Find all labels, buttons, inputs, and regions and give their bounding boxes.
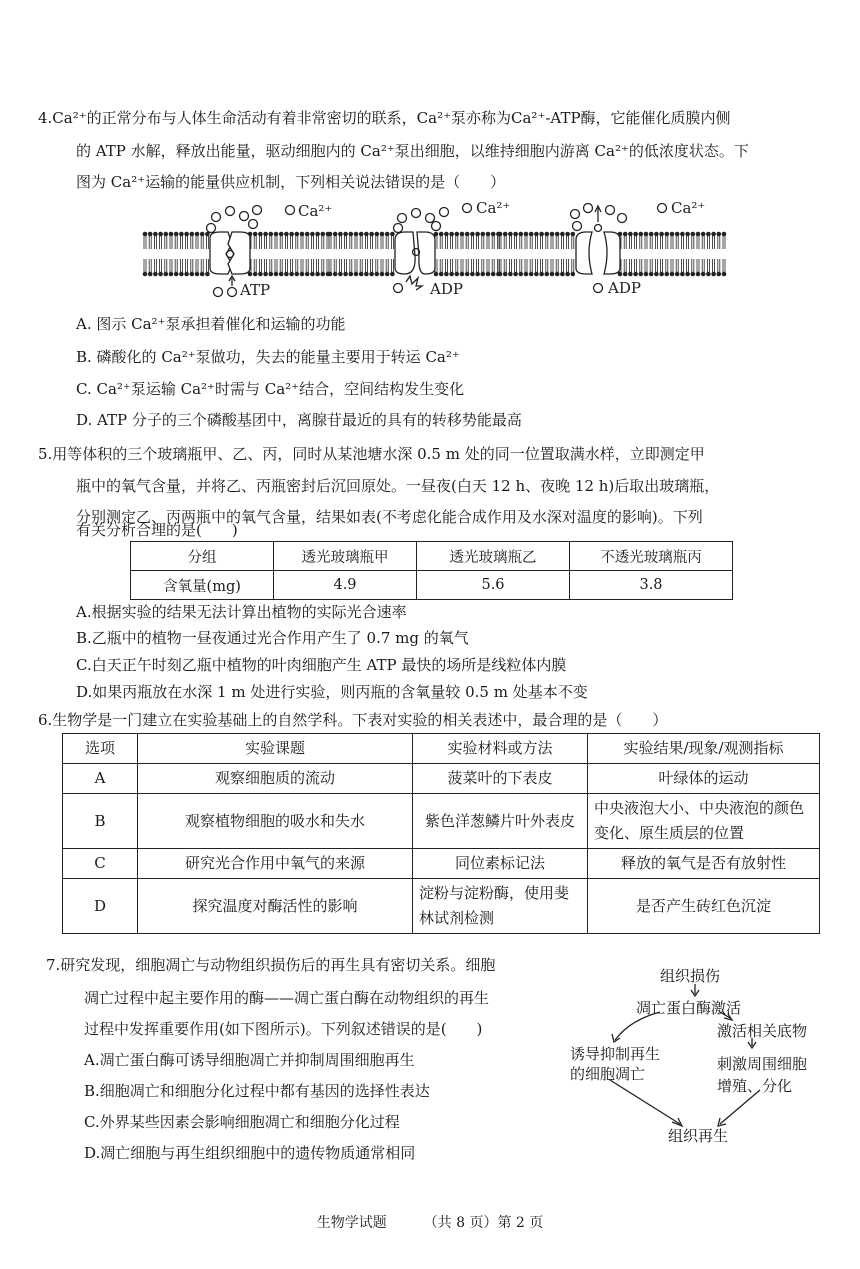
phospholipid bbox=[328, 232, 333, 277]
phospholipid bbox=[644, 232, 649, 277]
q5-stem-line4: 有关分析合理的是( ) bbox=[76, 521, 238, 539]
phospholipid bbox=[439, 232, 444, 277]
table-header: 选项 bbox=[63, 734, 138, 764]
phospholipid bbox=[279, 232, 284, 277]
q6-stem: 6.生物学是一门建立在实验基础上的自然学科。下表对实验的相关表述中，最合理的是（ ） bbox=[38, 711, 668, 729]
phospholipid bbox=[195, 232, 200, 277]
phospholipid bbox=[179, 232, 184, 277]
q7-stem-line3: 过程中发挥重要作用(如下图所示)。下列叙述错误的是( ) bbox=[84, 1020, 483, 1038]
flow-node-regeneration: 组织再生 bbox=[668, 1127, 729, 1145]
phospholipid bbox=[519, 232, 524, 277]
table-cell: 研究光合作用中氧气的来源 bbox=[138, 849, 413, 879]
table-row bbox=[63, 764, 820, 794]
phospholipid bbox=[701, 232, 706, 277]
q4-stem-line1: 4.Ca²⁺的正常分布与人体生命活动有着非常密切的联系，Ca²⁺泵亦称为Ca²⁺-ATP酶，它能催化质膜内侧 bbox=[38, 109, 731, 127]
phospholipid bbox=[481, 232, 486, 277]
phospholipid bbox=[475, 232, 480, 277]
table-row bbox=[63, 794, 820, 849]
phospholipid bbox=[539, 232, 544, 277]
phospholipid bbox=[164, 232, 169, 277]
phospholipid bbox=[253, 232, 258, 277]
q4-option-d: D. ATP 分子的三个磷酸基团中，离腺苷最近的具有的转移势能最高 bbox=[76, 411, 522, 429]
phospholipid bbox=[534, 232, 539, 277]
phospholipid bbox=[349, 232, 354, 277]
q5-option-c: C.白天正午时刻乙瓶中植物的叶肉细胞产生 ATP 最快的场所是线粒体内膜 bbox=[76, 656, 567, 674]
table-cell: 3.8 bbox=[570, 571, 733, 600]
phospholipid bbox=[205, 232, 210, 277]
table-cell: A bbox=[63, 764, 138, 794]
q7-option-b: B.细胞凋亡和细胞分化过程中都有基因的选择性表达 bbox=[84, 1082, 430, 1100]
phospholipid bbox=[491, 232, 496, 277]
phospholipid bbox=[169, 232, 174, 277]
phospholipid bbox=[295, 232, 300, 277]
q4-stem-line2: 的 ATP 水解，释放出能量，驱动细胞内的 Ca²⁺泵出细胞，以维持细胞内游离 Ca²⁺的低浓度状态。下 bbox=[76, 142, 749, 160]
table-cell: 是否产生砖红色沉淀 bbox=[588, 879, 820, 934]
footer-page-number: （共 8 页）第 2 页 bbox=[423, 1215, 544, 1231]
phospholipid bbox=[338, 232, 343, 277]
table-cell: 探究温度对酶活性的影响 bbox=[138, 879, 413, 934]
phospholipid bbox=[359, 232, 364, 277]
phospholipid bbox=[184, 232, 189, 277]
flow-node-tissue-damage: 组织损伤 bbox=[660, 967, 721, 985]
q4-option-b: B. 磷酸化的 Ca²⁺泵做功，失去的能量主要用于转运 Ca²⁺ bbox=[76, 348, 460, 366]
q7-stem-line1: 7.研究发现，细胞凋亡与动物组织损伤后的再生具有密切关系。细胞 bbox=[46, 956, 496, 974]
table-cell: 观察细胞质的流动 bbox=[138, 764, 413, 794]
q7-option-d: D.凋亡细胞与再生组织细胞中的遗传物质通常相同 bbox=[84, 1144, 416, 1162]
table-row bbox=[63, 879, 820, 934]
phospholipid bbox=[380, 232, 385, 277]
phospholipid bbox=[364, 232, 369, 277]
phospholipid bbox=[148, 232, 153, 277]
phospholipid bbox=[465, 232, 470, 277]
phospholipid bbox=[455, 232, 460, 277]
q6-table bbox=[62, 733, 820, 934]
table-row bbox=[131, 542, 733, 571]
q5-table bbox=[130, 541, 733, 600]
table-cell: B bbox=[63, 794, 138, 849]
phospholipid bbox=[158, 232, 163, 277]
phospholipid bbox=[269, 232, 274, 277]
phospholipid bbox=[470, 232, 475, 277]
table-header: 实验结果/现象/观测指标 bbox=[588, 734, 820, 764]
phospholipid bbox=[628, 232, 633, 277]
table-cell: 同位素标记法 bbox=[413, 849, 588, 879]
phospholipid bbox=[486, 232, 491, 277]
phospholipid bbox=[258, 232, 263, 277]
phospholipid bbox=[524, 232, 529, 277]
phospholipid bbox=[289, 232, 294, 277]
ion-label-2: Ca²⁺ bbox=[476, 199, 511, 217]
q4-stem-line3: 图为 Ca²⁺运输的能量供应机制，下列相关说法错误的是（ ） bbox=[76, 173, 506, 191]
ca-pump-figure bbox=[140, 196, 730, 304]
table-cell: 菠菜叶的下表皮 bbox=[413, 764, 588, 794]
adp-label-1: ADP bbox=[430, 280, 463, 298]
q5-option-a: A.根据实验的结果无法计算出植物的实际光合速率 bbox=[76, 603, 407, 621]
table-cell: 5.6 bbox=[417, 571, 570, 600]
phospholipid bbox=[274, 232, 279, 277]
atp-label: ATP bbox=[240, 281, 271, 299]
phospholipid bbox=[375, 232, 380, 277]
phospholipid bbox=[706, 232, 711, 277]
phospholipid bbox=[691, 232, 696, 277]
table-header: 实验课题 bbox=[138, 734, 413, 764]
phospholipid bbox=[143, 232, 148, 277]
phospholipid bbox=[460, 232, 465, 277]
phospholipid bbox=[654, 232, 659, 277]
phospholipid bbox=[696, 232, 701, 277]
phospholipid bbox=[571, 232, 576, 277]
table-cell: C bbox=[63, 849, 138, 879]
table-cell: 释放的氧气是否有放射性 bbox=[588, 849, 820, 879]
phospholipid bbox=[190, 232, 195, 277]
flow-node-stimulate-line1: 刺激周围细胞 bbox=[717, 1055, 808, 1073]
phospholipid bbox=[529, 232, 534, 277]
ion-label-3: Ca²⁺ bbox=[671, 199, 706, 217]
q5-stem-line2: 瓶中的氧气含量，并将乙、丙瓶密封后沉回原处。一昼夜(白天 12 h、夜晚 12 h)后取出玻璃瓶， bbox=[76, 477, 720, 495]
phospholipid bbox=[508, 232, 513, 277]
phospholipid bbox=[633, 232, 638, 277]
phospholipid bbox=[680, 232, 685, 277]
phospholipid bbox=[321, 232, 326, 277]
phospholipid bbox=[354, 232, 359, 277]
page-footer bbox=[0, 1212, 860, 1232]
phospholipid bbox=[545, 232, 550, 277]
q7-option-c: C.外界某些因素会影响细胞凋亡和细胞分化过程 bbox=[84, 1113, 400, 1131]
phospholipid bbox=[333, 232, 338, 277]
phospholipid bbox=[659, 232, 664, 277]
phospholipid bbox=[711, 232, 716, 277]
table-header: 分组 bbox=[131, 542, 274, 571]
phospholipid bbox=[300, 232, 305, 277]
adp-label-2: ADP bbox=[608, 279, 641, 297]
flow-node-activate-substrate: 激活相关底物 bbox=[717, 1022, 808, 1040]
phospholipid bbox=[305, 232, 310, 277]
table-cell: D bbox=[63, 879, 138, 934]
table-row bbox=[63, 849, 820, 879]
table-cell: 4.9 bbox=[274, 571, 417, 600]
phospholipid bbox=[717, 232, 722, 277]
table-header: 透光玻璃瓶乙 bbox=[417, 542, 570, 571]
phospholipid bbox=[385, 232, 390, 277]
table-cell: 淀粉与淀粉酶，使用斐林试剂检测 bbox=[413, 879, 588, 934]
table-cell: 含氧量(mg) bbox=[131, 571, 274, 600]
flow-node-stimulate-line2: 增殖、分化 bbox=[717, 1077, 793, 1095]
phospholipid bbox=[449, 232, 454, 277]
phospholipid bbox=[649, 232, 654, 277]
phospholipid bbox=[722, 232, 727, 277]
q7-option-a: A.凋亡蛋白酶可诱导细胞凋亡并抑制周围细胞再生 bbox=[84, 1051, 415, 1069]
phospholipid bbox=[555, 232, 560, 277]
phospholipid bbox=[153, 232, 158, 277]
phospholipid bbox=[670, 232, 675, 277]
table-cell: 中央液泡大小、中央液泡的颜色变化、原生质层的位置 bbox=[588, 794, 820, 849]
ion-label-1: Ca²⁺ bbox=[298, 202, 333, 220]
phospholipid bbox=[310, 232, 315, 277]
phospholipid bbox=[550, 232, 555, 277]
flow-node-apoptosis-line2: 的细胞凋亡 bbox=[570, 1065, 646, 1083]
phospholipid bbox=[513, 232, 518, 277]
table-cell: 叶绿体的运动 bbox=[588, 764, 820, 794]
q7-stem-line2: 凋亡过程中起主要作用的酶——凋亡蛋白酶在动物组织的再生 bbox=[84, 989, 490, 1007]
phospholipid bbox=[685, 232, 690, 277]
q5-stem-line1: 5.用等体积的三个玻璃瓶甲、乙、丙，同时从某池塘水深 0.5 m 处的同一位置取满水样，立即测定甲 bbox=[38, 445, 705, 463]
phospholipid bbox=[200, 232, 205, 277]
footer-subject: 生物学试题 bbox=[316, 1215, 387, 1231]
phospholipid bbox=[675, 232, 680, 277]
q5-stem-line3: 分别测定乙、丙两瓶中的氧气含量，结果如表(不考虑化能合成作用及水深对温度的影响)。下列 bbox=[76, 508, 703, 526]
phospholipid bbox=[665, 232, 670, 277]
table-header: 不透光玻璃瓶丙 bbox=[570, 542, 733, 571]
phospholipid bbox=[390, 232, 395, 277]
phospholipid bbox=[623, 232, 628, 277]
table-header: 实验材料或方法 bbox=[413, 734, 588, 764]
flow-node-caspase-activation: 凋亡蛋白酶激活 bbox=[636, 999, 742, 1017]
phospholipid bbox=[343, 232, 348, 277]
table-cell: 观察植物细胞的吸水和失水 bbox=[138, 794, 413, 849]
table-header: 透光玻璃瓶甲 bbox=[274, 542, 417, 571]
phospholipid bbox=[315, 232, 320, 277]
phospholipid bbox=[369, 232, 374, 277]
phospholipid bbox=[503, 232, 508, 277]
phospholipid bbox=[174, 232, 179, 277]
phospholipid bbox=[284, 232, 289, 277]
table-row bbox=[63, 734, 820, 764]
table-row bbox=[131, 571, 733, 600]
phospholipid bbox=[496, 232, 501, 277]
phospholipid bbox=[639, 232, 644, 277]
q4-option-a: A. 图示 Ca²⁺泵承担着催化和运输的功能 bbox=[76, 315, 346, 333]
table-cell: 紫色洋葱鳞片叶外表皮 bbox=[413, 794, 588, 849]
phospholipid bbox=[263, 232, 268, 277]
phospholipid bbox=[444, 232, 449, 277]
phospholipid bbox=[326, 232, 331, 277]
flow-node-apoptosis-line1: 诱导抑制再生 bbox=[570, 1045, 661, 1063]
phospholipid bbox=[560, 232, 565, 277]
q5-option-b: B.乙瓶中的植物一昼夜通过光合作用产生了 0.7 mg 的氧气 bbox=[76, 629, 469, 647]
q4-option-c: C. Ca²⁺泵运输 Ca²⁺时需与 Ca²⁺结合，空间结构发生变化 bbox=[76, 380, 465, 398]
phospholipid bbox=[565, 232, 570, 277]
q5-option-d: D.如果丙瓶放在水深 1 m 处进行实验，则丙瓶的含氧量较 0.5 m 处基本不变 bbox=[76, 683, 588, 701]
phospholipid bbox=[498, 232, 503, 277]
